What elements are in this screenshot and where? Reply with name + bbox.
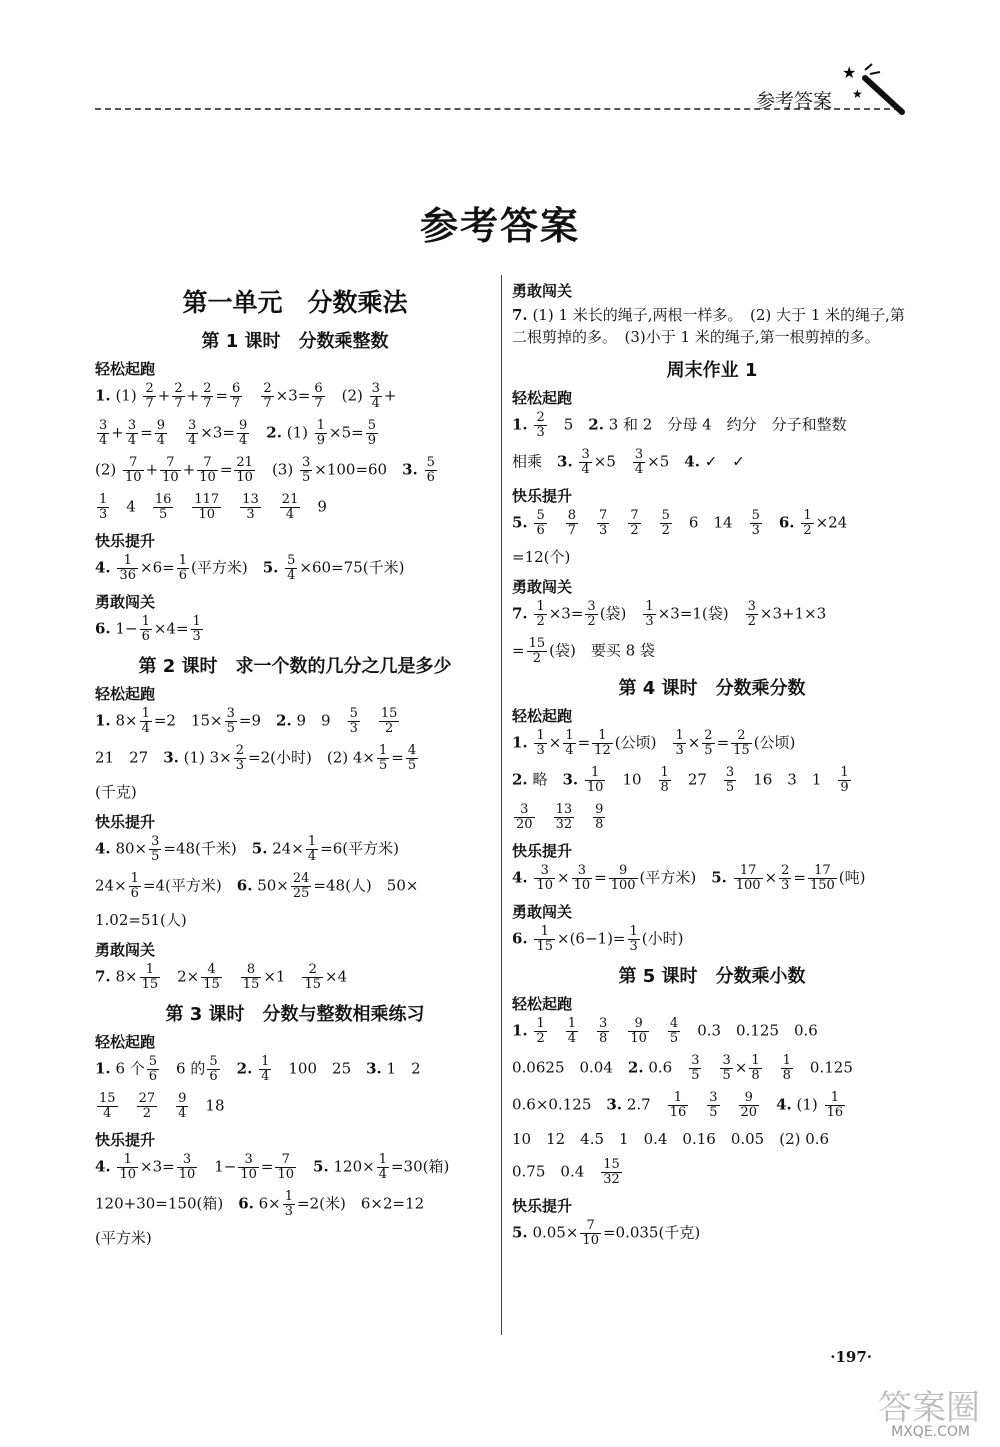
answer-line: 2. 略 3. $\frac{1}{10}$ 10 $\frac{1}{8}$ 27 $\frac{3}{5}$ 16 3 1 $\frac{1}{9}$ bbox=[512, 765, 849, 795]
answer-line: 相乘 3. $\frac{3}{4}$ ×5 $\frac{3}{4}$ ×5 4. ✓ ✓ bbox=[512, 447, 745, 477]
lesson-1-title: 第 1 课时 分数乘整数 bbox=[201, 331, 389, 352]
answer-line: $\frac{1}{3}$ 4 $\frac{16}{5}$ $\frac{117}{10}$ $\frac{13}{3}$ $\frac{21}{4}$ 9 bbox=[99, 492, 327, 522]
answer-line: = $\frac{15}{2}$ (袋) 要买 8 袋 bbox=[512, 636, 655, 666]
answer-line: 21 27 3. (1) 3× $\frac{2}{3}$ =2(小时) (2) 4× $\frac{1}{5}$ = $\frac{4}{5}$ bbox=[95, 743, 417, 773]
answer-line: 5. $\frac{5}{6}$ $\frac{8}{7}$ $\frac{7}{3}$ $\frac{7}{2}$ $\frac{5}{2}$ 6 14 $\frac{5}{3}$ 6. $\frac{1}{2}$ ×24 bbox=[512, 508, 848, 538]
answer-line: 7. $\frac{1}{2}$ ×3= $\frac{3}{2}$ (袋) $\frac{1}{3}$ ×3=1(袋) $\frac{3}{2}$ ×3+1×3 bbox=[512, 599, 827, 629]
answer-line: =12(个) bbox=[512, 548, 571, 566]
answer-line: (平方米) bbox=[95, 1229, 152, 1247]
watermark-logo: 答案圈 bbox=[878, 1388, 980, 1428]
answer-line: 1. 6 个 $\frac{5}{6}$ 6 的 $\frac{5}{6}$ 2. $\frac{1}{4}$ 100 25 3. 1 2 bbox=[95, 1054, 421, 1084]
answer-line: 4. $\frac{1}{10}$ ×3= $\frac{3}{10}$ 1− $\frac{3}{10}$ = $\frac{7}{10}$ 5. 120× $\frac{1}{4}$ =30(箱) bbox=[95, 1152, 450, 1182]
unit-title: 第一单元 分数乘法 bbox=[182, 288, 408, 317]
right-column bbox=[512, 275, 912, 1256]
section-easy: 轻松起跑 bbox=[95, 1033, 156, 1051]
answer-line: (2) $\frac{7}{10}$ + $\frac{7}{10}$ + $\frac{7}{10}$ = $\frac{21}{10}$ (3) $\frac{3}{5}$ ×100=60 3. $\frac{5}{6}$ bbox=[95, 455, 435, 485]
answer-line: 10 12 4.5 1 0.4 0.16 0.05 (2) 0.6 bbox=[512, 1130, 830, 1148]
lesson-3-title: 第 3 课时 分数与整数相乘练习 bbox=[165, 1004, 425, 1025]
section-happy: 快乐提升 bbox=[95, 1131, 156, 1149]
answer-line: 1.02=51(人) bbox=[95, 911, 187, 929]
answer-line: 1. $\frac{1}{3}$ × $\frac{1}{4}$ = $\frac{1}{12}$ (公顷) $\frac{1}{3}$ × $\frac{2}{5}$ = $\frac{2}{15}$ (公顷) bbox=[512, 728, 796, 758]
answer-line: 0.75 0.4 $\frac{15}{32}$ bbox=[512, 1157, 620, 1187]
answer-line: 4. $\frac{1}{36}$ ×6= $\frac{1}{6}$ (平方米) 5. $\frac{5}{4}$ ×60=75(千米) bbox=[95, 553, 405, 583]
answer-line: 1. $\frac{2}{3}$ 5 2. 3 和 2 分母 4 约分 分子和整数 bbox=[512, 410, 847, 440]
header-label: 参考答案 bbox=[755, 90, 832, 112]
section-brave: 勇敢闯关 bbox=[95, 593, 156, 611]
section-happy: 快乐提升 bbox=[95, 532, 156, 550]
answer-line: 7. 8× $\frac{1}{15}$ 2× $\frac{4}{15}$ $\frac{8}{15}$ ×1 $\frac{2}{15}$ ×4 bbox=[95, 962, 348, 992]
page-number: ·197· bbox=[830, 1348, 872, 1366]
magic-wand-icon bbox=[840, 60, 910, 120]
section-brave: 勇敢闯关 bbox=[95, 941, 156, 959]
column-divider bbox=[501, 275, 502, 1335]
section-happy: 快乐提升 bbox=[95, 813, 156, 831]
lesson-4-title: 第 4 课时 分数乘分数 bbox=[618, 678, 806, 699]
answer-line: 0.0625 0.04 2. 0.6 $\frac{3}{5}$ $\frac{3}{5}$ × $\frac{1}{8}$ $\frac{1}{8}$ 0.125 bbox=[512, 1053, 853, 1083]
section-easy: 轻松起跑 bbox=[95, 685, 156, 703]
section-easy: 轻松起跑 bbox=[512, 995, 573, 1013]
answer-line: 7. (1) 1 米长的绳子,两根一样多。 (2) 大于 1 米的绳子,第二根剪掉的多。 (3)小于 1 米的绳子,第一根剪掉的多。 bbox=[512, 306, 905, 346]
svg-text:★: ★ bbox=[852, 87, 863, 101]
answer-line: $\frac{3}{20}$ $\frac{13}{32}$ $\frac{9}{8}$ bbox=[516, 802, 604, 832]
section-brave: 勇敢闯关 bbox=[512, 282, 573, 300]
section-brave: 勇敢闯关 bbox=[512, 578, 573, 596]
left-column bbox=[95, 275, 495, 1257]
answer-line: 4. 80× $\frac{3}{5}$ =48(千米) 5. 24× $\frac{1}{4}$ =6(平方米) bbox=[95, 834, 399, 864]
lesson-2-title: 第 2 课时 求一个数的几分之几是多少 bbox=[138, 656, 452, 677]
section-easy: 轻松起跑 bbox=[512, 707, 573, 725]
page-title: 参考答案 bbox=[419, 204, 580, 248]
weekend-title: 周末作业 1 bbox=[666, 360, 758, 381]
section-easy: 轻松起跑 bbox=[95, 360, 156, 378]
section-happy: 快乐提升 bbox=[512, 1197, 573, 1215]
section-happy: 快乐提升 bbox=[512, 487, 573, 505]
answer-line: 24× $\frac{1}{6}$ =4(平方米) 6. 50× $\frac{24}{25}$ =48(人) 50× bbox=[95, 871, 419, 901]
section-brave: 勇敢闯关 bbox=[512, 903, 573, 921]
answer-line: $\frac{15}{4}$ $\frac{27}{2}$ $\frac{9}{4}$ 18 bbox=[99, 1091, 225, 1121]
answer-line: $\frac{3}{4}$ + $\frac{3}{4}$ = $\frac{9}{4}$ $\frac{3}{4}$ ×3= $\frac{9}{4}$ 2. (1) $\frac{1}{9}$ ×5= $\frac{5}{9}$ bbox=[99, 418, 376, 448]
answer-line: 6. 1− $\frac{1}{6}$ ×4= $\frac{1}{3}$ bbox=[95, 614, 201, 644]
section-happy: 快乐提升 bbox=[512, 842, 573, 860]
section-easy: 轻松起跑 bbox=[512, 389, 573, 407]
answer-line: 5. 0.05× $\frac{7}{10}$ =0.035(千克) bbox=[512, 1218, 701, 1248]
answer-line: 4. $\frac{3}{10}$ × $\frac{3}{10}$ = $\frac{9}{100}$ (平方米) 5. $\frac{17}{100}$ × $\frac{2}{3}$ = $\frac{17}{150}$ (吨) bbox=[512, 863, 866, 893]
answer-line: 0.6×0.125 3. 2.7 $\frac{1}{16}$ $\frac{3}{5}$ $\frac{9}{20}$ 4. (1) $\frac{1}{16}$ bbox=[512, 1090, 844, 1120]
svg-text:★: ★ bbox=[842, 63, 857, 82]
answer-line: 1. $\frac{1}{2}$ $\frac{1}{4}$ $\frac{3}{8}$ $\frac{9}{10}$ $\frac{4}{5}$ 0.3 0.125 0.6 bbox=[512, 1016, 818, 1046]
answer-line: 1. 8× $\frac{1}{4}$ =2 15× $\frac{3}{5}$ =9 2. 9 9 $\frac{5}{3}$ $\frac{15}{2}$ bbox=[95, 706, 398, 736]
answer-line: 120+30=150(箱) 6. 6× $\frac{1}{3}$ =2(米) 6×2=12 bbox=[95, 1189, 425, 1219]
lesson-5-title: 第 5 课时 分数乘小数 bbox=[618, 966, 806, 987]
answer-line: (千克) bbox=[95, 783, 137, 801]
watermark-url: MXQE.COM bbox=[891, 1424, 970, 1440]
answer-line: 1. (1) $\frac{2}{7}$ + $\frac{2}{7}$ + $\frac{2}{7}$ = $\frac{6}{7}$ $\frac{2}{7}$ ×3= $\frac{6}{7}$ (2) $\frac{3}{4}$ + bbox=[95, 381, 397, 411]
answer-line: 6. $\frac{1}{15}$ ×(6−1)= $\frac{1}{3}$ (小时) bbox=[512, 924, 684, 954]
